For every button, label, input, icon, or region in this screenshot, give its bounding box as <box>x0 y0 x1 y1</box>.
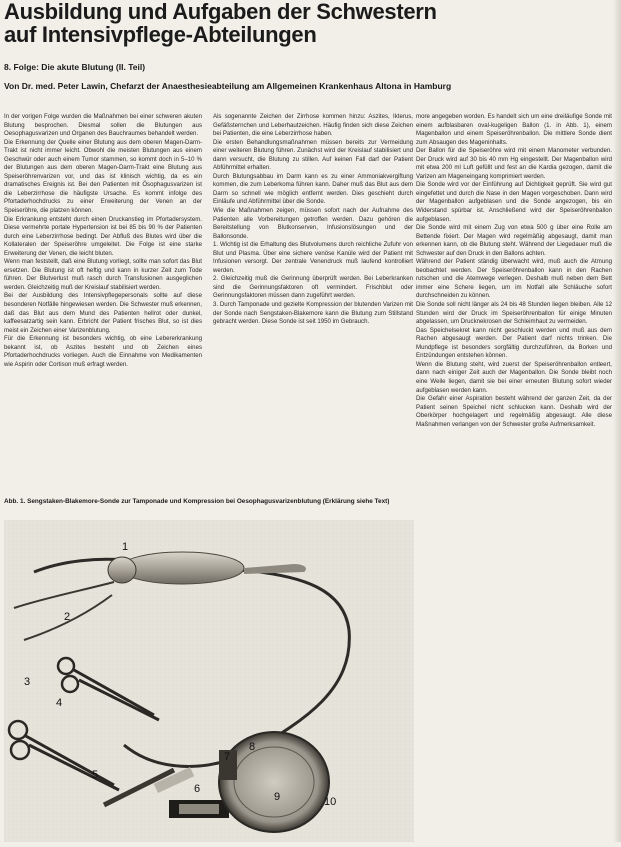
figure-label-8: 8 <box>249 741 256 753</box>
paragraph: Wenn die Blutung steht, wird zuerst der Speiseröhrenballon entleert, dann nach einiger Zeit auch der Magenballon. Die Sonde bleibt noch eine Weile liegen, damit sie bei einer erneuten Blutung sofort wieder aufgeblasen werden kann. <box>416 360 612 394</box>
paragraph: Die Erkrankung entsteht durch einen Druckanstieg im Pfortadersystem. Diese vermehrte portale Hypertension ist bei 85 bis 90 % der Patienten durch eine Leberzirrhose bedingt. Der Abfluß des Blutes wird über die Kollateralen der Speiseröhre umgeleitet. Die Folge ist eine starke Erweiterung der Venen, die leicht bluten. <box>4 215 202 257</box>
figure-label-6: 6 <box>194 783 201 795</box>
paragraph: Die ersten Behandlungsmaßnahmen müssen bereits zur Vermeidung einer weiteren Blutung führen. Zunächst wird der Kreislauf stabilisiert und dann versucht, die Blutung zu stillen. Auf keinen Fall darf der Patient Abführmittel erhalten. <box>213 138 413 172</box>
paragraph: In der vorigen Folge wurden die Maßnahmen bei einer schweren akuten Blutung besprochen. Diesmal sollen die Blutungen aus Oesophagusvarizen und Organen des Bauchraumes behandelt werden. <box>4 113 202 138</box>
paragraph: 3. Durch Tamponade und gezielte Kompression der blutenden Varizen mit der Sonde nach Sengstaken-Blakemore kann die Blutung zum Stillstand gebracht werden. Diese Sonde ist seit 1950 im Gebrauch. <box>213 301 413 326</box>
paragraph: Wenn man feststellt, daß eine Blutung vorliegt, sollte man sofort das Blut ersetzen. Die Blutung ist oft heftig und kann in kurzer Zeit zum Tode führen. Der Blutverlust muß rasch durch Transfusionen ausgeglichen werden. Gleichzeitig muß der Kreislauf stabilisiert werden. <box>4 258 202 291</box>
figure-photo <box>4 520 414 842</box>
paragraph: Als sogenannte Zeichen der Zirrhose kommen hinzu: Aszites, Ikterus, Gefäßsternchen und Leberhautzeichen. Häufig finden sich diese Zeichen bei Patienten, die eine Leberzirrhose haben. <box>213 113 413 138</box>
paragraph: Die Sonde wird vor der Einführung auf Dichtigkeit geprüft. Sie wird gut eingefettet und durch die Nase in den Magen vorgeschoben. Dann wird der Magenballon aufgeblasen und die Sonde angezogen, bis ein Widerstand spürbar ist. Anschließend wird der Speiseröhrenballon aufgeblasen. <box>416 181 612 223</box>
paragraph: Der Ballon für die Speiseröhre wird mit einem Manometer verbunden. Der Druck wird auf 30 bis 40 mm Hg eingestellt. Der Magenballon wird mit etwa 200 ml Luft gefüllt und fest an die Kardia gezogen, damit die Varizen am Mageneingang komprimiert werden. <box>416 147 612 180</box>
text-column-1 <box>4 113 202 501</box>
title-line-1: Ausbildung und Aufgaben der Schwestern <box>4 0 437 24</box>
paragraph: Während der Patient ständig überwacht wird, muß auch die Atmung beobachtet werden. Der Speiseröhrenballon kann in den Rachen rutschen und die Atemwege verlegen. Deshalb muß neben dem Bett immer eine Schere liegen, um im Notfall alle Schläuche sofort durchschneiden zu können. <box>416 258 612 300</box>
article-subtitle: 8. Folge: Die akute Blutung (II. Teil) <box>4 62 146 72</box>
figure-label-7: 7 <box>224 751 231 763</box>
paragraph: 2. Gleichzeitig muß die Gerinnung überprüft werden. Bei Leberkranken sind die Gerinnungsfaktoren oft vermindert. Frischblut oder Gerinnungsfaktoren müssen dann zugeführt werden. <box>213 275 413 300</box>
paragraph: Die Sonde wird mit einem Zug von etwa 500 g über eine Rolle am Bettende fixiert. Der Magen wird regelmäßig abgesaugt, damit man erkennen kann, ob die Blutung steht. Während der Liegedauer muß die Schwester auf den Druck in den Ballons achten. <box>416 224 612 257</box>
figure-label-10: 10 <box>324 796 337 808</box>
article-title <box>4 0 604 46</box>
paragraph: 1. Wichtig ist die Erhaltung des Blutvolumens durch reichliche Zufuhr von Blut und Plasma. Über eine sichere venöse Kanüle wird der Patient mit Infusionen versorgt. Der zentrale Venendruck muß laufend kontrolliert werden. <box>213 241 413 274</box>
sonde-photo-illustration <box>4 520 414 842</box>
paragraph: more angegeben worden. Es handelt sich um eine dreiläufige Sonde mit einem aufblasbaren oval-kugeligen Ballon (1. in Abb. 1), einem Magenballon und einem Speiseröhrenballon. Die mittlere Sonde dient zum Absaugen des Mageninhalts. <box>416 113 612 146</box>
paragraph: Die Sonde soll nicht länger als 24 bis 48 Stunden liegen bleiben. Alle 12 Stunden wird der Druck im Speiseröhrenballon für einige Minuten abgelassen, um Drucknekrosen der Schleimhaut zu vermeiden. <box>416 301 612 326</box>
figure-label-4: 4 <box>56 697 63 709</box>
title-line-2: auf Intensivpflege-Abteilungen <box>4 22 317 47</box>
text-column-3 <box>416 113 612 838</box>
figure-caption: Abb. 1. Sengstaken-Blakemore-Sonde zur Tamponade und Kompression bei Oesophagusvarizenblutung (Erklärung siehe Text) <box>4 498 390 505</box>
paragraph: Das Speichelsekret kann nicht geschluckt werden und muß aus dem Rachen abgesaugt werden. Der Patient darf nichts trinken. Die Mundpflege ist besonders sorgfältig durchzuführen, da Borken und Entzündungen entstehen können. <box>416 326 612 360</box>
paragraph: Für die Erkennung ist besonders wichtig, ob eine Lebererkrankung bekannt ist, ob Aszites besteht und ob Zeichen eines Pfortaderhochdrucks vorliegen. Auch die Einnahme von Medikamenten wie Aspirin oder Cortison muß erfragt werden. <box>4 335 202 368</box>
author-line: Von Dr. med. Peter Lawin, Chefarzt der Anaesthesieabteilung am Allgemeinen Krankenhaus Altona in Hamburg <box>4 81 452 91</box>
paragraph: Die Gefahr einer Aspiration besteht während der ganzen Zeit, da der Patient seinen Speichel nicht schlucken kann. Deshalb wird der Oberkörper hochgelagert und regelmäßig abgesaugt. Alle diese Maßnahmen verlangen von der Schwester große Aufmerksamkeit. <box>416 395 612 428</box>
page-edge <box>613 0 621 842</box>
paragraph: Die Erkennung der Quelle einer Blutung aus dem oberen Magen-Darm-Trakt ist nicht immer leicht. Obwohl die meisten Blutungen aus einem Geschwür oder auch einem Tumor stammen, so kommt doch in 5–10 % der Blutungen aus dem oberen Magen-Darm-Trakt eine Blutung aus Speiseröhrenvarizen vor, und das ist klinisch wichtig, da es ein dramatisches Ereignis ist. Bei den Patienten mit Ösophagusvarizen ist die Leberzirrhose die häufigste Ursache. Es kommt infolge des Pfortaderhochdrucks zu einer Erweiterung der Venen an der Speiseröhre, die platzen können. <box>4 138 202 215</box>
figure-label-1: 1 <box>122 541 129 553</box>
paragraph: Bei der Ausbildung des Intensivpflegepersonals sollte auf diese besonderen Notfälle hingewiesen werden. Die Schwester muß erkennen, daß das Blut aus dem Mund des Patienten hellrot oder dunkel, kaffeesatzartig sein kann. Erbricht der Patient frisches Blut, so ist dies meist ein Zeichen einer Varizenblutung. <box>4 292 202 334</box>
figure-label-9: 9 <box>274 791 281 803</box>
figure-label-5: 5 <box>92 769 99 781</box>
figure-label-3: 3 <box>24 676 31 688</box>
paragraph: Durch Blutungsabbau im Darm kann es zu einer Ammoniakvergiftung kommen, die zum Leberkoma führen kann. Daher muß das Blut aus dem Darm so schnell wie möglich entfernt werden. Dies geschieht durch Einläufe und Abführmittel über die Sonde. <box>213 172 413 206</box>
text-column-2 <box>213 113 413 546</box>
figure-label-2: 2 <box>64 611 71 623</box>
paragraph: Wie die Maßnahmen zeigen, müssen sofort nach der Aufnahme des Patienten alle Vorbereitungen getroffen werden. Dazu gehören die Bereitstellung von Blutkonserven, Infusionslösungen und der Ballonsonde. <box>213 207 413 240</box>
